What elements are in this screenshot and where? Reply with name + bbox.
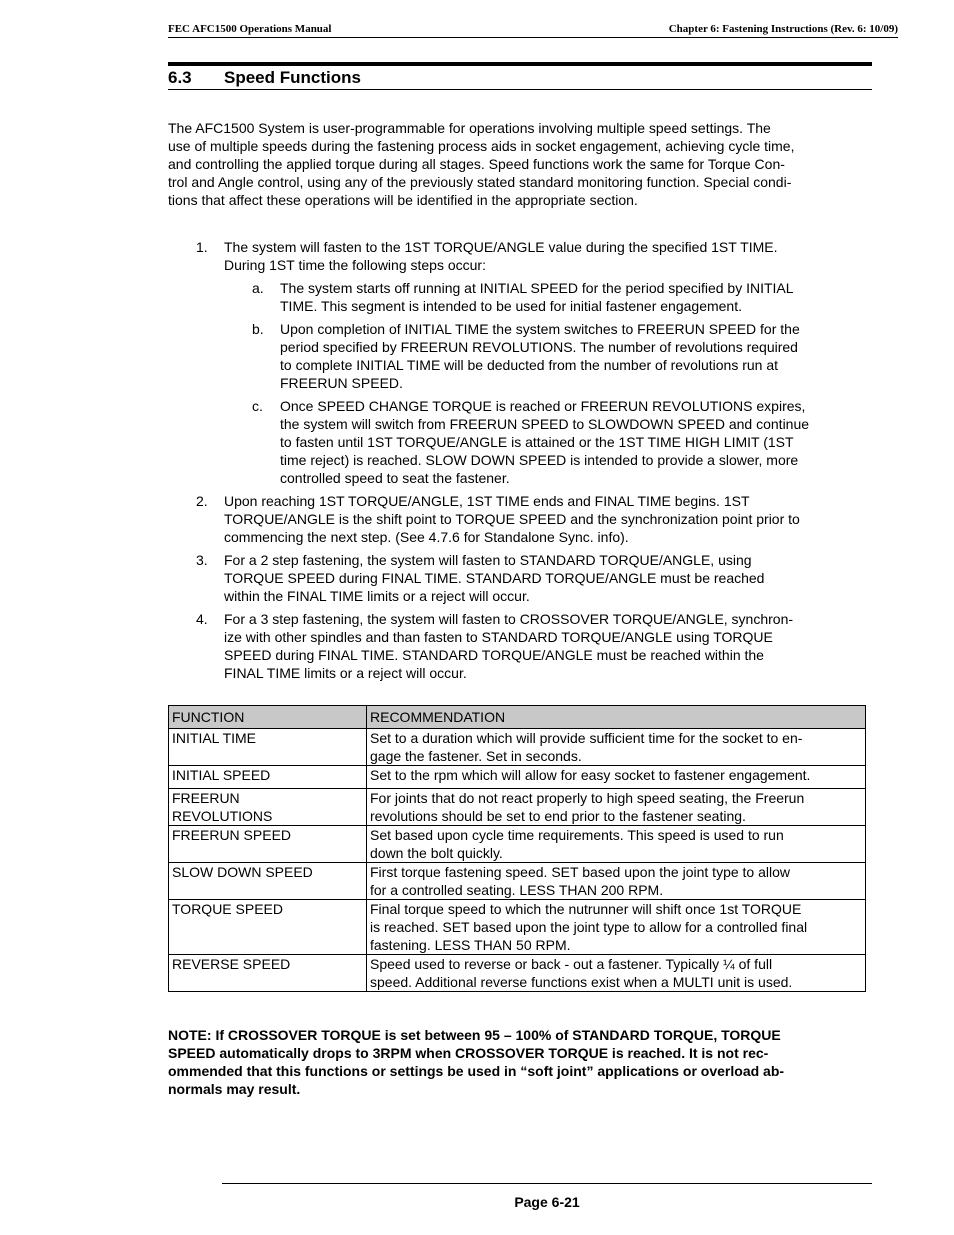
intro-line: and controlling the applied torque during all stages. Speed functions work the same for Torque Con- [168, 156, 785, 172]
table-row [169, 789, 866, 826]
table-row [169, 955, 866, 992]
sub-list-marker: b. [252, 321, 264, 337]
cell-line: FREERUN [172, 790, 240, 806]
list-marker: 4. [196, 611, 208, 627]
cell-line: INITIAL TIME [172, 730, 257, 746]
sub-list-item-line: The system starts off running at INITIAL SPEED for the period specified by INITIAL [280, 280, 794, 296]
sub-list-item-line: the system will switch from FREERUN SPEED to SLOWDOWN SPEED and continue [280, 416, 810, 432]
speed-functions-table [168, 705, 866, 992]
cell-line: TORQUE SPEED [172, 901, 283, 917]
sub-list-item-line: to fasten until 1ST TORQUE/ANGLE is attained or the 1ST TIME HIGH LIMIT (1ST [280, 434, 794, 450]
list-item-line: TORQUE/ANGLE is the shift point to TORQUE SPEED and the synchronization point prior to [224, 511, 800, 527]
cell-line: First torque fastening speed. SET based upon the joint type to allow [370, 864, 790, 880]
sub-list-item [168, 279, 872, 315]
list-marker: 2. [196, 493, 208, 509]
intro-line: tions that affect these operations will be identified in the appropriate section. [168, 192, 638, 208]
intro-paragraph [168, 119, 872, 209]
sub-list-marker: c. [252, 398, 263, 414]
footer-rule [222, 1183, 872, 1184]
sub-list-item-line: Upon completion of INITIAL TIME the system switches to FREERUN SPEED for the [280, 321, 800, 337]
cell-line: speed. Additional reverse functions exist when a MULTI unit is used. [370, 974, 793, 990]
list-item [168, 610, 872, 682]
cell-line: gage the fastener. Set in seconds. [370, 748, 582, 764]
list-item-line: Upon reaching 1ST TORQUE/ANGLE, 1ST TIME ends and FINAL TIME begins. 1ST [224, 493, 750, 509]
list-item [168, 551, 872, 605]
cell-line: Final torque speed to which the nutrunner will shift once 1st TORQUE [370, 901, 802, 917]
sub-list-item [168, 397, 872, 487]
section-top-rule [168, 62, 872, 66]
table-row [169, 729, 866, 766]
list-item-line: TORQUE SPEED during FINAL TIME. STANDARD TORQUE/ANGLE must be reached [224, 570, 765, 586]
intro-line: use of multiple speeds during the fastening process aids in socket engagement, achieving cycle time, [168, 138, 795, 154]
table-row [169, 900, 866, 955]
table-cell-function [169, 789, 367, 826]
sub-list-item-line: TIME. This segment is intended to be used for initial fastener engagement. [280, 298, 742, 314]
cell-line: for a controlled seating. LESS THAN 200 RPM. [370, 882, 664, 898]
table-cell-recommendation [367, 955, 866, 992]
list-item [168, 238, 872, 274]
section-title: Speed Functions [224, 68, 361, 87]
note-line: normals may result. [168, 1081, 301, 1097]
list-item-line: SPEED during FINAL TIME. STANDARD TORQUE/ANGLE must be reached within the [224, 647, 764, 663]
note-line: SPEED automatically drops to 3RPM when CROSSOVER TORQUE is reached. It is not rec- [168, 1045, 769, 1061]
cell-line: Set to the rpm which will allow for easy socket to fastener engagement. [370, 767, 811, 783]
table-cell-function [169, 955, 367, 992]
list-item-line: For a 3 step fastening, the system will fasten to CROSSOVER TORQUE/ANGLE, synchron- [224, 611, 794, 627]
section-heading [168, 68, 361, 88]
list-marker: 1. [196, 239, 208, 255]
cell-line: down the bolt quickly. [370, 845, 503, 861]
cell-line: Set based upon cycle time requirements. This speed is used to run [370, 827, 784, 843]
cell-line: REVOLUTIONS [172, 808, 273, 824]
cell-line: is reached. SET based upon the joint type to allow for a controlled final [370, 919, 808, 935]
page-number: Page 6-21 [514, 1194, 580, 1210]
list-marker: 3. [196, 552, 208, 568]
list-item [168, 492, 872, 546]
table-header-function: FUNCTION [169, 706, 367, 729]
sub-list-item-line: to complete INITIAL TIME will be deducted from the number of revolutions run at [280, 357, 779, 373]
section-number: 6.3 [168, 68, 192, 87]
table-cell-recommendation [367, 900, 866, 955]
steps-list [168, 238, 872, 687]
table-cell-function [169, 826, 367, 863]
cell-line: Speed used to reverse or back - out a fastener. Typically ¼ of full [370, 956, 773, 972]
section-bottom-rule [168, 89, 872, 90]
cell-line: REVERSE SPEED [172, 956, 291, 972]
header-rule [168, 37, 898, 38]
note-label: NOTE [168, 1027, 207, 1043]
sub-list-item-line: controlled speed to seat the fastener. [280, 470, 510, 486]
intro-line: trol and Angle control, using any of the previously stated standard monitoring function. Special condi- [168, 174, 792, 190]
table-header-row [169, 706, 866, 729]
note-line: ommended that this functions or settings be used in “soft joint” applications or overload ab- [168, 1063, 785, 1079]
header-manual-title: FEC AFC1500 Operations Manual [168, 23, 332, 35]
list-item-line: commencing the next step. (See 4.7.6 for Standalone Sync. info). [224, 529, 629, 545]
sub-list-item-line: time reject) is reached. SLOW DOWN SPEED is intended to provide a slower, more [280, 452, 799, 468]
table-cell-function [169, 729, 367, 766]
table-cell-function [169, 863, 367, 900]
header-chapter-title: Chapter 6: Fastening Instructions (Rev. 6: 10/09) [668, 23, 898, 35]
sub-list-item-line: FREERUN SPEED. [280, 375, 403, 391]
cell-line: revolutions should be set to end prior to the fastener seating. [370, 808, 746, 824]
table-header-recommendation: RECOMMENDATION [367, 706, 866, 729]
list-item-line: During 1ST time the following steps occur: [224, 257, 486, 273]
table-cell-recommendation [367, 729, 866, 766]
list-item-line: FINAL TIME limits or a reject will occur. [224, 665, 467, 681]
list-item-line: within the FINAL TIME limits or a reject will occur. [224, 588, 530, 604]
cell-line: Set to a duration which will provide sufficient time for the socket to en- [370, 730, 803, 746]
list-item-line: ize with other spindles and than fasten to STANDARD TORQUE/ANGLE using TORQUE [224, 629, 773, 645]
cell-line: For joints that do not react properly to high speed seating, the Freerun [370, 790, 805, 806]
table-cell-recommendation [367, 826, 866, 863]
note-text: : If CROSSOVER TORQUE is set between 95 – 100% of STANDARD TORQUE, TORQUE [206, 1027, 781, 1043]
cell-line: SLOW DOWN SPEED [172, 864, 313, 880]
cell-line: INITIAL SPEED [172, 767, 271, 783]
cell-line: FREERUN SPEED [172, 827, 292, 843]
list-item-line: The system will fasten to the 1ST TORQUE/ANGLE value during the specified 1ST TIME. [224, 239, 778, 255]
cell-line: fastening. LESS THAN 50 RPM. [370, 937, 571, 953]
intro-line: The AFC1500 System is user-programmable for operations involving multiple speed settings. The [168, 120, 771, 136]
table-cell-function [169, 900, 367, 955]
sub-list-item-line: Once SPEED CHANGE TORQUE is reached or FREERUN REVOLUTIONS expires, [280, 398, 806, 414]
note-line [168, 1026, 872, 1044]
sub-list-item-line: period specified by FREERUN REVOLUTIONS. The number of revolutions required [280, 339, 798, 355]
sub-list-marker: a. [252, 280, 264, 296]
list-item-line: For a 2 step fastening, the system will fasten to STANDARD TORQUE/ANGLE, using [224, 552, 752, 568]
table-cell-recommendation [367, 789, 866, 826]
table-row [169, 766, 866, 789]
table-cell-recommendation [367, 766, 866, 789]
note-paragraph [168, 1026, 872, 1098]
table-row [169, 826, 866, 863]
sub-list-item [168, 320, 872, 392]
table-cell-recommendation [367, 863, 866, 900]
table-cell-function [169, 766, 367, 789]
table-row [169, 863, 866, 900]
